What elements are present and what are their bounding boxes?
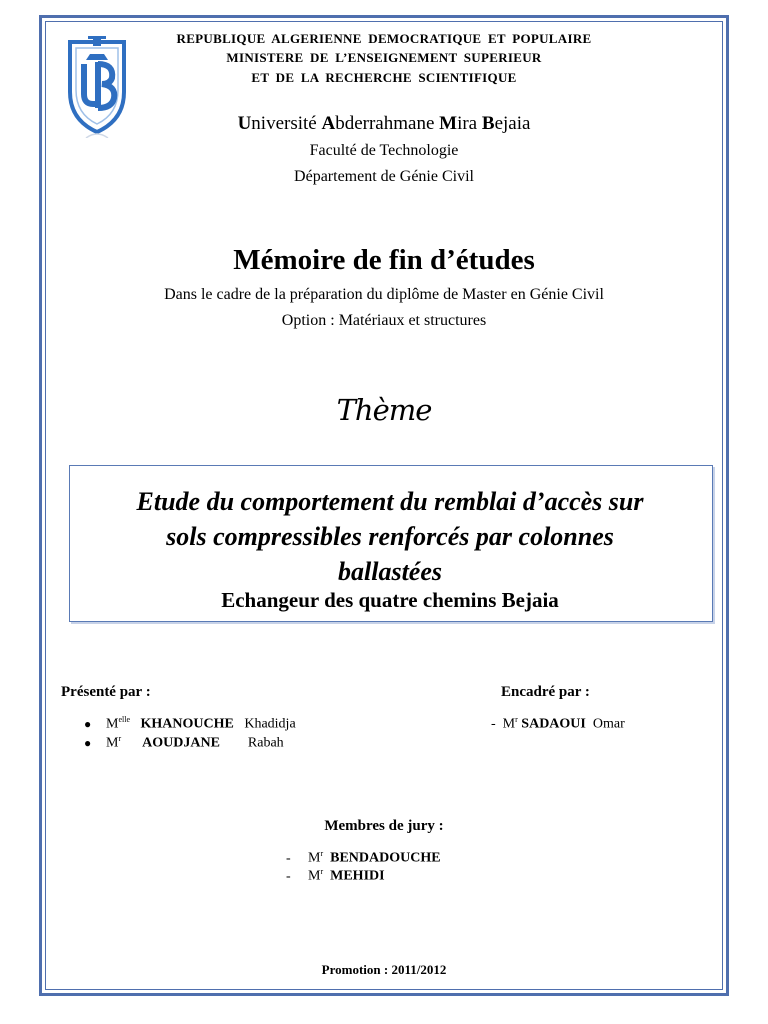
student-item: ● $M^{elle}$ KHANOUCHE Khadidja [84,715,296,732]
header-republic: REPUBLIQUE ALGERIENNE DEMOCRATIQUE ET POPULAIRE [176,31,592,46]
degree-context: Dans le cadre de la préparation du diplôme de Master en Génie Civil [164,286,604,303]
thesis-subtitle: Echangeur des quatre chemins Bejaia [221,588,559,612]
supervised-by-label: Encadré par : [501,684,590,700]
promotion-year: Promotion : 2011/2012 [321,962,447,977]
department-name: Département de Génie Civil [294,168,474,185]
bullet-icon: ● [84,716,92,731]
bullet-icon: ● [84,735,92,750]
student-item: ● $M^r$ AOUDJANE Rabah [84,734,284,751]
header-ministry: MINISTERE DE L’ENSEIGNEMENT SUPERIEUR [226,50,542,65]
jury-member-item: - $M^r$ BENDADOUCHE [286,849,441,866]
university-name: Université Abderrahmane Mira Bejaia [237,113,531,134]
thesis-title-line: Etude du comportement du remblai d’accès sur [136,487,644,516]
degree-option: Option : Matériaux et structures [281,312,487,329]
presented-by-label: Présenté par : [61,684,151,700]
jury-member-item: - $M^r$ MEHIDI [286,867,385,884]
theme-label: Thème [336,393,432,427]
thesis-title-line: ballastées [338,557,442,586]
header-research: ET DE LA RECHERCHE SCIENTIFIQUE [251,70,517,85]
jury-label: Membres de jury : [324,818,444,834]
supervisor-item: - $M^r$ SADAOUI Omar [491,715,625,732]
faculty-name: Faculté de Technologie [309,142,459,159]
thesis-title-line: sols compressibles renforcés par colonnes [166,522,614,551]
thesis-title [75,484,705,589]
document-type-title: Mémoire de fin d’études [233,244,535,276]
